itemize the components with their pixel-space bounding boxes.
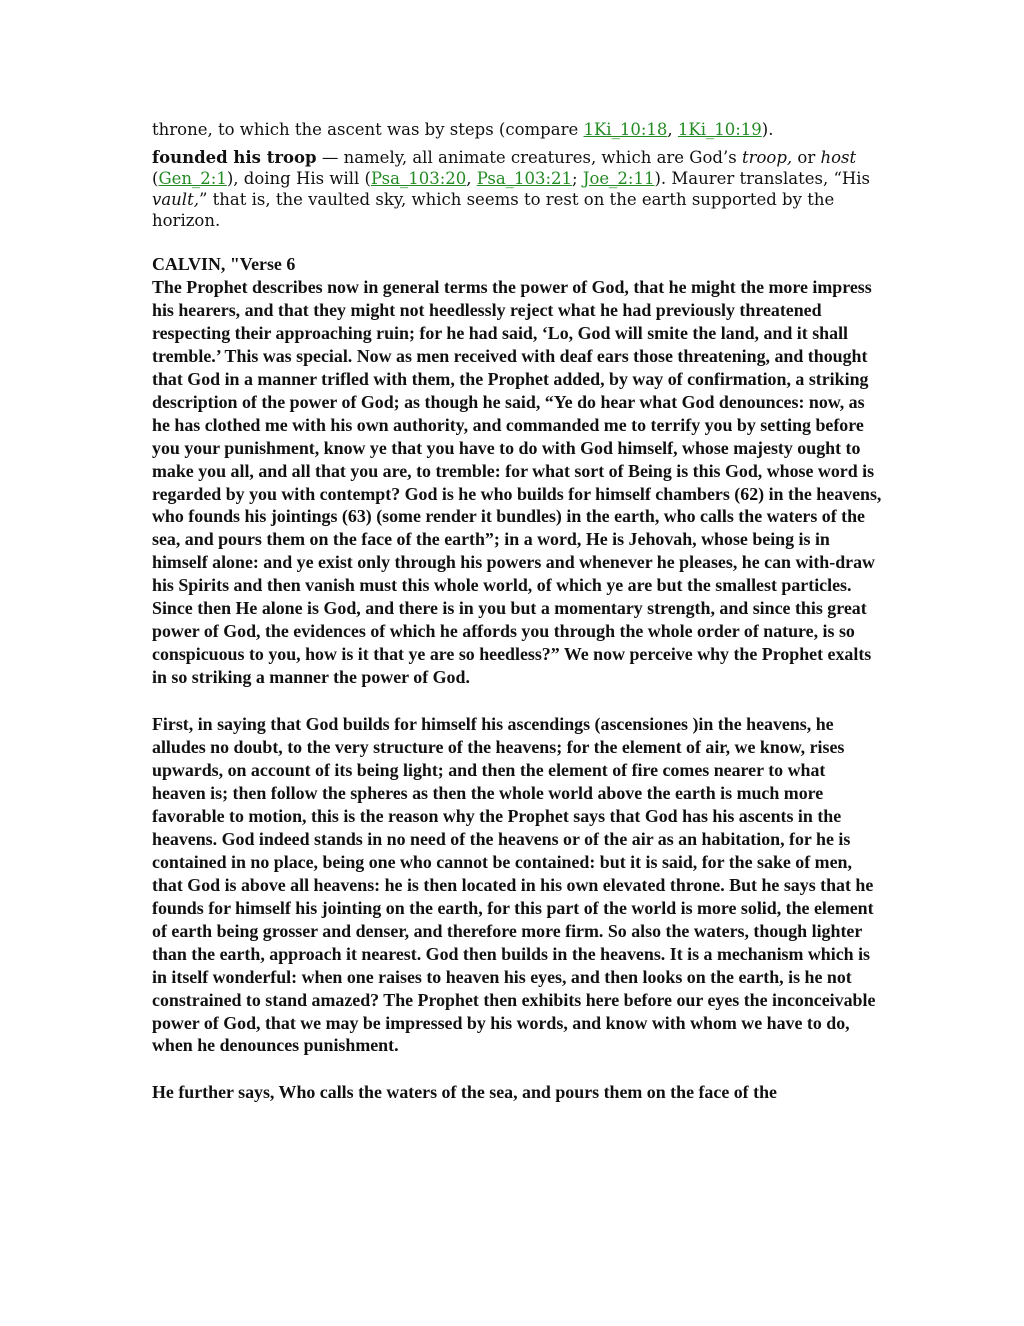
note-text: throne, to which the ascent was by steps (compare [152, 120, 584, 139]
note-text: ). Maurer translates, “His [654, 169, 871, 188]
note-text: or [792, 148, 821, 167]
note-text: ( [152, 169, 159, 188]
separator: ; [572, 169, 583, 188]
note-italic: vault, [152, 190, 199, 209]
scripture-link-1ki-10-19[interactable]: 1Ki_10:19 [677, 120, 762, 139]
document-page [152, 119, 882, 1104]
calvin-paragraph-1: The Prophet describes now in general terms the power of God, that he might the more impress his hearers, and that they might not heedlessly reject what he had previously threatened respecting their approaching ruin; for he had said, ‘Lo, God will smite the land, and it shall tremble.’ This was special. Now as men received with deaf ears those threatening, and thought that God in a manner trifled with them, the Prophet added, by way of confirmation, a striking description of the power of God; as though he said, “Ye do hear what God denounces: now, as he has clothed me with his own authority, and commanded me to terrify you by setting before you your punishment, know ye that you have to do with God himself, whose majesty ought to make you all, and all that you are, to tremble: for what sort of Being is this God, whose word is regarded by you with contempt? God is he who builds for himself chambers (62) in the heavens, who founds his jointings (63) (some render it bundles) in the earth, who calls the waters of the sea, and pours them on the face of the earth”; in a word, He is Jehovah, whose being is in himself alone: and ye exist only through his powers and whenever he pleases, he can with-draw his Spirits and then vanish must this whole world, of which ye are but the smallest particles. Since then He alone is God, and there is in you but a momentary strength, and since this great power of God, the evidences of which he affords you through the whole order of nature, is so conspicuous to you, how is it that ye are so heedless?” We now perceive why the Prophet exalts in so striking a manner the power of God. [152, 276, 882, 688]
note-text: — namely, all animate creatures, which are God’s [316, 148, 742, 167]
commentary-note-throne [152, 119, 882, 140]
calvin-paragraph-2: First, in saying that God builds for himself his ascendings (ascensiones )in the heavens, he alludes no doubt, to the very structure of the heavens; for the element of air, we know, rises upwards, on account of its being light; and then the element of fire comes nearer to what heaven is; then follow the spheres as then the whole world above the earth is much more favorable to motion, this is the reason why the Prophet says that God has his ascents in the heavens. God indeed stands in no need of the heavens or of the air as an habitation, for he is contained in no place, being one who cannot be contained: but it is said, for the sake of men, that God is above all heavens: he is then located in his own elevated throne. But he says that he founds for himself his jointing on the earth, for this part of the world is more solid, the element of earth being grosser and denser, and therefore more firm. So also the waters, though lighter than the earth, approach it nearest. God then builds in the heavens. It is a mechanism which is in itself wonderful: when one raises to heaven his eyes, and then looks on the earth, is he not constrained to stand amazed? The Prophet then exhibits here before our eyes the inconceivable power of God, that we may be impressed by his words, and know with whom we have to do, when he denounces punishment. [152, 714, 876, 1056]
scripture-link-1ki-10-18[interactable]: 1Ki_10:18 [583, 120, 668, 139]
calvin-heading: CALVIN, "Verse 6 [152, 254, 296, 274]
note-term: founded his troop [152, 148, 317, 167]
calvin-paragraph-3: He further says, Who calls the waters of the sea, and pours them on the face of the [152, 1082, 777, 1103]
note-text: ), doing His will ( [226, 169, 371, 188]
note-italic: troop, [741, 148, 793, 167]
note-text: ” that is, the vaulted sky, which seems to rest on the earth supported by the horizon. [152, 190, 835, 230]
note-italic: host [820, 148, 857, 167]
separator: , [466, 169, 477, 188]
note-text: ). [761, 120, 774, 139]
scripture-link-psa-103-20[interactable]: Psa_103:20 [370, 169, 467, 188]
commentary-note-troop [152, 147, 882, 231]
scripture-link-psa-103-21[interactable]: Psa_103:21 [476, 169, 573, 188]
separator: , [667, 120, 678, 139]
scripture-link-joe-2-11[interactable]: Joe_2:11 [582, 169, 655, 188]
scripture-link-gen-2-1[interactable]: Gen_2:1 [158, 169, 227, 188]
